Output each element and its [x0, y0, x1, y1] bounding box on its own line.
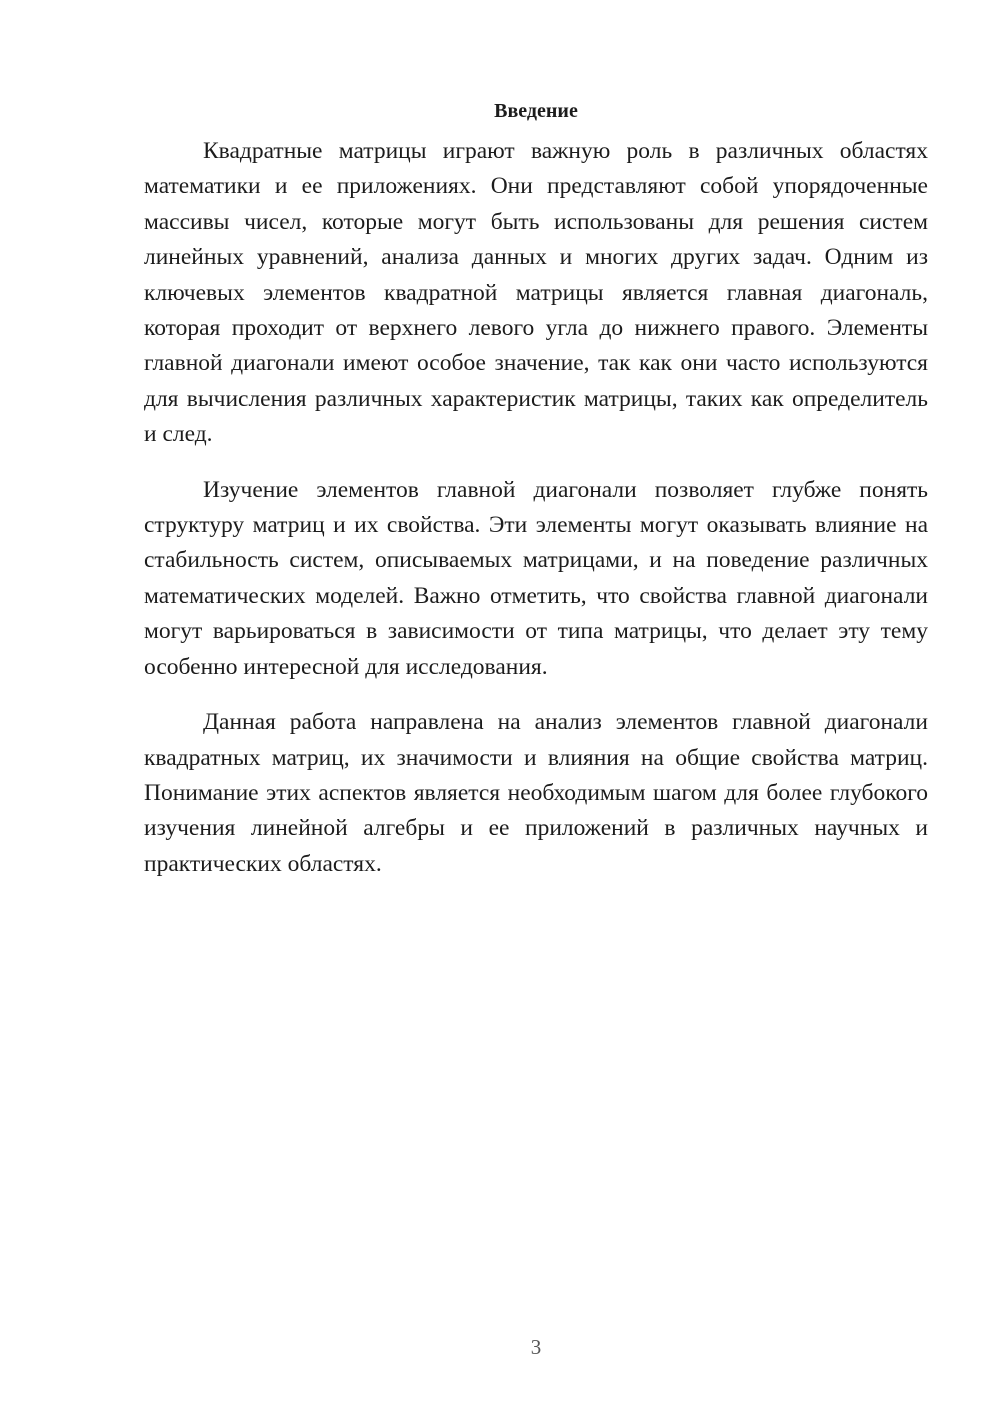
- paragraph-1: Квадратные матрицы играют важную роль в различных областях математики и ее приложениях. Они представляют собой упорядоченные массивы чисел, которые могут быть использованы для решения систем линейных уравнений, анализа данных и многих других задач. Одним из ключевых элементов квадратной матрицы является главная диагональ, которая проходит от верхнего левого угла до нижнего правого. Элементы главной диагонали имеют особое значение, так как они часто используются для вычисления различных характеристик матрицы, таких как определитель и след.: [144, 138, 928, 448]
- section-title: Введение: [494, 100, 578, 122]
- page-number: 3: [530, 1335, 542, 1359]
- paragraph-3: Данная работа направлена на анализ элементов главной диагонали квадратных матриц, их значимости и влияния на общие свойства матриц. Понимание этих аспектов является необходимым шагом для более глубокого изучения линейной алгебры и ее приложений в различных научных и практических областях.: [144, 709, 928, 877]
- page-content: [144, 96, 928, 902]
- paragraph-2: Изучение элементов главной диагонали позволяет глубже понять структуру матриц и их свойства. Эти элементы могут оказывать влияние на стабильность систем, описываемых матрицами, и на поведение различных математических моделей. Важно отметить, что свойства главной диагонали могут варьироваться в зависимости от типа матрицы, что делает эту тему особенно интересной для исследования.: [144, 476, 928, 680]
